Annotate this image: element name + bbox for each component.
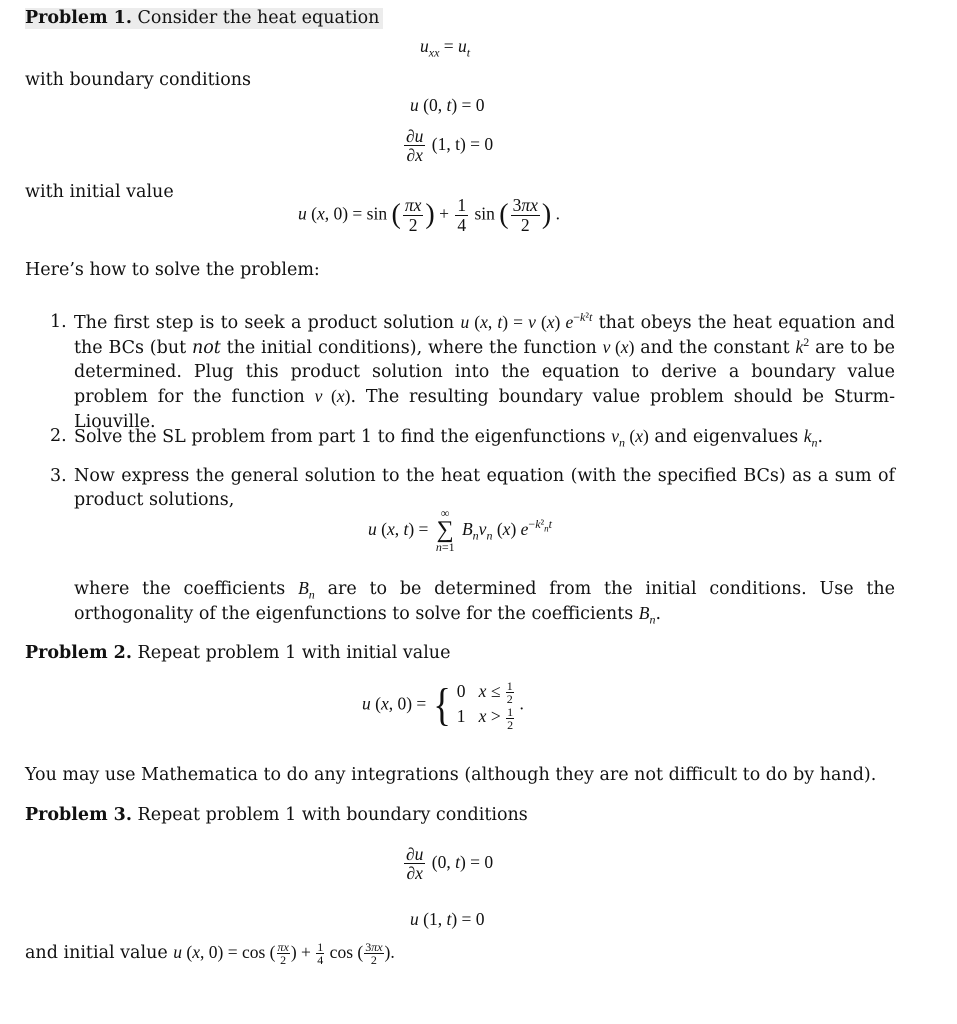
bc-text: with boundary conditions xyxy=(25,70,251,90)
initial-value-2: u (x, 0) = { 0 x ≤ $\frac{1}{2}$ 1 x > $\frac{1}{2}$ . xyxy=(362,679,524,732)
step-3-text: Now express the general solution to the heat equation (with the specified BCs) as a sum of product solutions, xyxy=(74,466,895,511)
heat-equation: $u_{xx} = u_t$ xyxy=(420,36,471,60)
general-solution: u (x, t) = ∞ ∑ n=1 $B_nv_n$ (x) $e^{-k^2_nt}$ xyxy=(368,506,552,555)
p3-boundary-condition-2: u (1, t) = 0 xyxy=(410,909,485,929)
problem-2-intro: Repeat problem 1 with initial value xyxy=(137,643,451,663)
boundary-condition-2: $\frac{\partial u}{\partial x}$ (1, t) = 0 xyxy=(406,126,494,166)
p3-initial-value: and initial value u (x, 0) = cos ( $\frac{\pi x}{2}$ ) + $\frac{1}{4}$ cos ( $\frac{3\pi x}{2}$ ). xyxy=(25,940,395,968)
problem-3-label: Problem 3. xyxy=(25,805,132,825)
problem-2-heading xyxy=(25,641,450,665)
p3-boundary-condition-1: $\frac{\partial u}{\partial x}$ (0, t) = 0 xyxy=(406,844,494,884)
iv-text: with initial value xyxy=(25,182,174,202)
problem-3-heading xyxy=(25,803,528,827)
bc2-rhs: (1, t) = 0 xyxy=(431,133,494,154)
initial-value-1: u (x, 0) = sin ( $\frac{\pi x}{2}$ ) + $\frac{1}{4}$ sin ( $\frac{3\pi x}{2}$ ) . xyxy=(298,195,560,235)
step-1: 1. The first step is to seek a product solution u (x, t) = v (x) $e^{-k^2t}$ that obeys the heat equation and the BCs (but not the initial conditions), where the function v (x) and the constant $k^2$ are to be determined. Plug this product solution into the equation to derive a boundary value problem for the function v (x). The resulting boundary value problem should be Sturm-Liouville. xyxy=(50,310,895,432)
problem-2-label: Problem 2. xyxy=(25,643,132,663)
step-2: 2. Solve the SL problem from part 1 to find the eigenfunctions $v_n$ (x) and eigenvalues $k_n$. xyxy=(50,426,824,450)
boundary-condition-1: u (0, t) = 0 xyxy=(410,95,485,115)
problem-1-intro: Consider the heat equation xyxy=(137,8,380,28)
step-3-continued: where the coefficients $B_n$ are to be determined from the initial conditions. Use the orthogonality of the eigenfunctions to solve for the coefficients $B_n$. xyxy=(74,578,895,627)
mathematica-note: You may use Mathematica to do any integrations (although they are not difficult to do by hand). xyxy=(25,765,877,785)
problem-1-label: Problem 1. xyxy=(25,8,132,28)
step-3: 3. Now express the general solution to the heat equation (with the specified BCs) as a sum of product solutions, xyxy=(50,464,895,512)
problem-1-heading xyxy=(25,6,383,30)
how-text: Here’s how to solve the problem: xyxy=(25,260,320,280)
problem-3-intro: Repeat problem 1 with boundary conditions xyxy=(137,805,528,825)
